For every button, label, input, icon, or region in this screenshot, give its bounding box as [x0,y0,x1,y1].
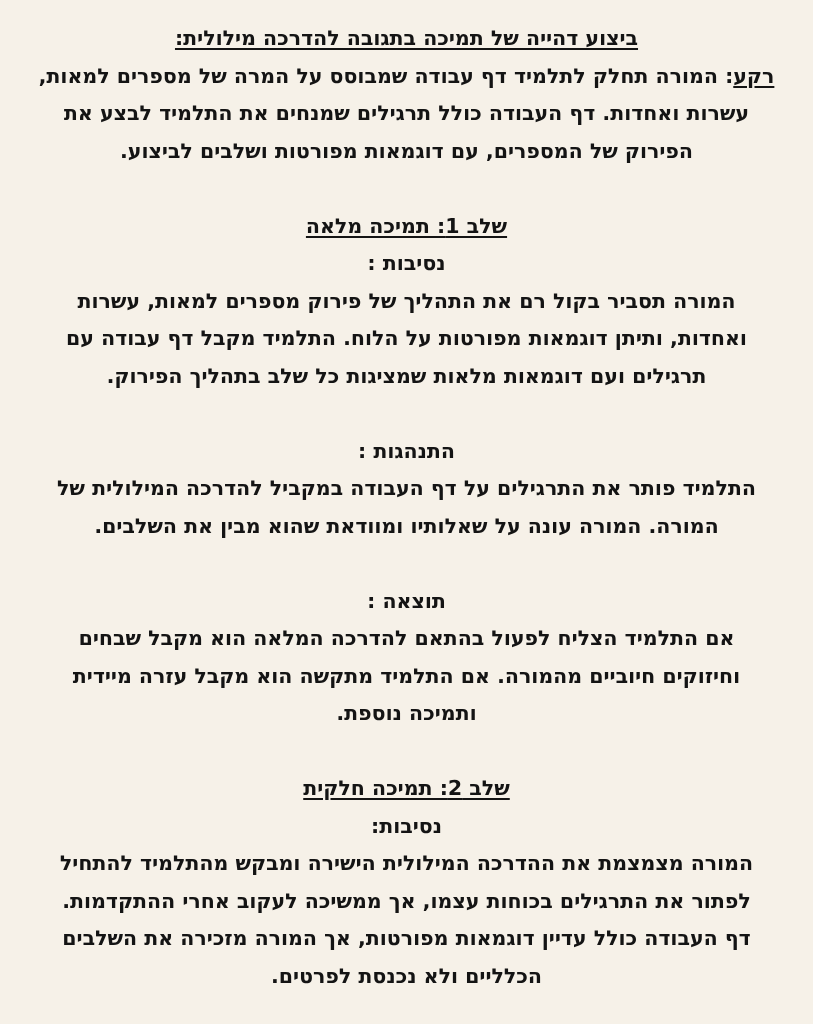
stage2-circumstances-line-1: המורה מצמצמת את ההדרכה המילולית הישירה ומבקש מהתלמיד להתחיל [59,851,754,875]
stage1-circumstances-line-1: המורה תסביר בקול רם את התהליך של פירוק מספרים למאות, עשרות [77,288,736,313]
stage1-circumstances-line-3: תרגילים ועם דוגמאות מלאות שמציגות כל שלב בתהליך הפירוק. [106,363,707,388]
stage1-behavior-label: התנהגות : [358,438,455,463]
stage1-behavior-line-2: המורה. המורה עונה על שאלותיו ומוודאת שהוא מבין את השלבים. [94,513,719,538]
spacer [14,545,799,583]
stage1-behavior-line-1: התלמיד פותר את התרגילים על דף העבודה במקביל להדרכה המילולית של [57,476,756,500]
stage1-result-line-3: ותמיכה נוספת. [336,701,477,725]
background-line-3: הפירוק של המספרים, עם דוגמאות מפורטות ושלבים לביצוע. [120,138,693,163]
stage2-circumstances-line-4: הכלליים ולא נכנסת לפרטים. [271,963,542,988]
stage1-circumstances-line-2: ואחדות, ותיתן דוגמאות מפורטות על הלוח. התלמיד מקבל דף עבודה עם [66,326,747,350]
spacer [14,395,799,433]
stage2-heading: שלב 2: תמיכה חלקית [303,776,510,800]
stage1-result-label: תוצאה : [367,588,446,613]
spacer [14,170,799,208]
document-title: ביצוע דהייה של תמיכה בתגובה להדרכה מילולית: [174,26,639,50]
stage1-result-line-2: וחיזוקים חיוביים מהמורה. אם התלמיד מתקשה הוא מקבל עזרה מיידית [72,663,741,688]
stage2-circumstances-line-3: דף העבודה כולל עדיין דוגמאות מפורטות, אך המורה מזכירה את השלבים [62,926,751,950]
stage1-circumstances-label: נסיבות : [367,251,446,275]
background-line-1 [14,58,799,96]
stage2-circumstances-label: נסיבות: [371,813,442,838]
stage1-heading: שלב 1: תמיכה מלאה [305,213,508,238]
spacer [14,733,799,771]
background-label: רקע [733,63,775,88]
background-text-1: : המורה תחלק לתלמיד דף עבודה שמבוסס על המרה של מספרים למאות, [38,63,734,88]
stage2-circumstances-line-2: לפתור את התרגילים בכוחות עצמו, אך ממשיכה לעקוב אחרי ההתקדמות. [62,888,751,913]
stage1-result-line-1: אם התלמיד הצליח לפעול בהתאם להדרכה המלאה הוא מקבל שבחים [78,626,735,650]
background-line-2: עשרות ואחדות. דף העבודה כולל תרגילים שמנחים את התלמיד לבצע את [63,101,750,125]
